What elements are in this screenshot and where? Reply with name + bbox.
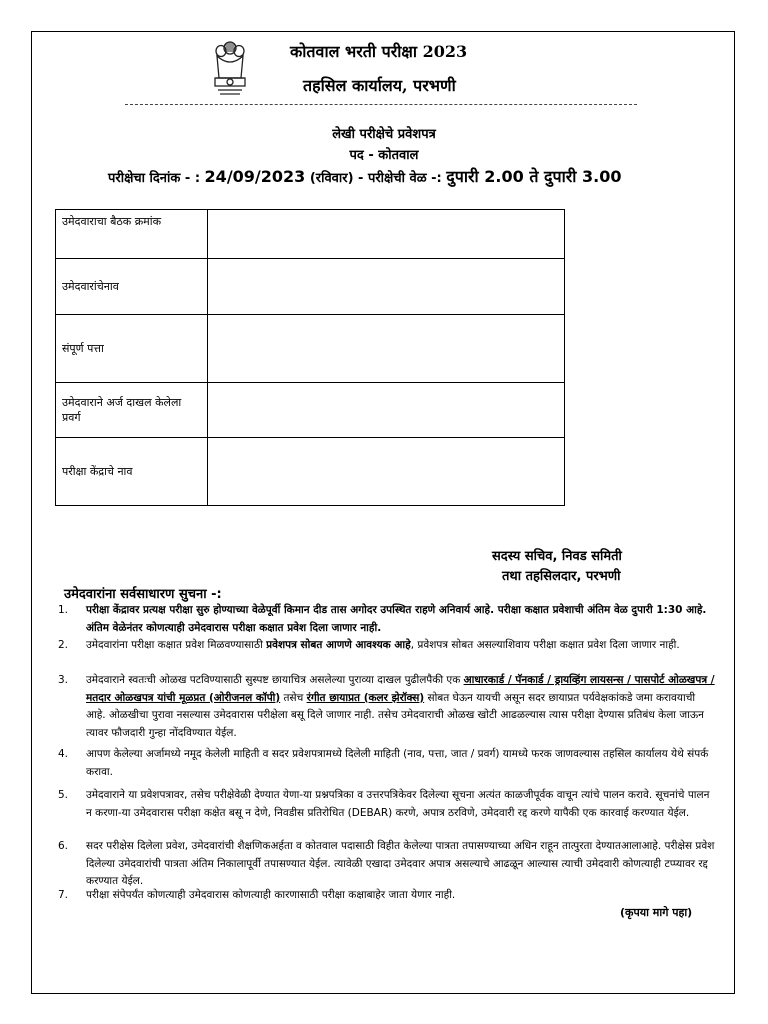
- item-text: [86, 637, 716, 655]
- date-value: 24/09/2023: [204, 167, 306, 186]
- item-text-part: उमेदवारांना परीक्षा कक्षात प्रवेश मिळवण्यासाठी: [86, 639, 267, 651]
- exam-center-value: [208, 438, 565, 506]
- table-row: [56, 259, 565, 315]
- item-number: 4.: [58, 748, 69, 760]
- table-row: [56, 438, 565, 506]
- item-text-part: , प्रवेशपत्र सोबत असल्याशिवाय परीक्षा कक्षात प्रवेश दिला जाणार नाही.: [410, 639, 680, 651]
- time-value: दुपारी 2.00 ते दुपारी 3.00: [446, 167, 622, 186]
- exam-center-label: परीक्षा केंद्राचे नाव: [56, 438, 208, 506]
- exam-title: कोतवाल भरती परीक्षा 2023: [290, 42, 468, 61]
- category-label: उमेदवाराने अर्ज दाखल केलेला प्रवर्ग: [56, 383, 208, 438]
- color-xerox-note: रंगीत छायाप्रत (कलर झेरॉक्स): [306, 691, 425, 704]
- item-text: आपण केलेल्या अर्जामध्ये नमूद केलेली माहिती व सदर प्रवेशपत्रामध्ये दिलेली माहिती (नाव, पत्ता, जात / प्रवर्ग) यामध्ये फरक जाणवल्यास तहसिल कार्यालय येथे संपर्क करावा.: [86, 748, 709, 778]
- id-documents-list: आधारकार्ड / पॅनकार्ड / ड्रायव्हिंग लायसन्स / पासपोर्ट ओळखपत्र / मतदार ओळखपत्र यांची मूळप्रत (ओरीजनल कॉपी): [86, 674, 715, 704]
- post-name: पद - कोतवाल: [349, 148, 419, 163]
- item-text-bold: प्रवेशपत्र सोबत आणणे आवश्यक आहे: [266, 639, 411, 651]
- table-row: [56, 383, 565, 438]
- address-value: [208, 315, 565, 383]
- seat-number-label: उमेदवाराचा बैठक क्रमांक: [56, 210, 208, 259]
- time-label: - परीक्षेची वेळ -:: [353, 171, 447, 186]
- item-text-part: तसेच: [280, 691, 307, 704]
- item-text: [86, 672, 716, 742]
- please-turn-over-note: (कृपया मागे पहा): [620, 906, 693, 919]
- item-number: 5.: [58, 789, 69, 801]
- item-text: सदर परीक्षेस दिलेला प्रवेश, उमेदवारांची शैक्षणिकअर्हता व कोतवाल पदासाठी विहीत केलेल्या पात्रता तपासण्याच्या अधिन राहून तात्पुरता देण्यातआलाआहे. परीक्षेस प्रवेश दिलेल्या उमेदवारांची पात्रता अंतिम निकालापूर्वी तपासण्यात येईल. त्यावेळी एखादा उमेदवार अपात्र असल्याचे आढळून आल्यास त्याची उमेदवारी कोणत्याही टप्प्यावर रद्द करण्यात येईल.: [86, 840, 715, 887]
- item-text: परीक्षा केंद्रावर प्रत्यक्ष परीक्षा सुरु होण्याच्या वेळेपूर्वी किमान दीड तास अगोदर उपस्थित राहणे अनिवार्य आहे. परीक्षा कक्षात प्रवेशाची अंतिम वेळ दुपारी 1:30 आहे. अंतिम वेळेनंतर कोणत्याही उमेदवारास परीक्षा कक्षात प्रवेश दिला जाणार नाही.: [86, 604, 707, 634]
- dashed-divider: [125, 104, 637, 105]
- ashoka-emblem-icon: [208, 38, 252, 102]
- office-name: तहसिल कार्यालय, परभणी: [303, 76, 456, 95]
- item-text: परीक्षा संपेपर्यंत कोणत्याही उमेदवारास कोणत्याही कारणासाठी परीक्षा कक्षाबाहेर जाता येणार नाही.: [86, 889, 456, 901]
- item-number: 7.: [58, 889, 69, 901]
- item-text-part: सोबत घेऊन यायची असून सदर छायाप्रत पर्यवेक्षकांकडे जमा करावयाची आहे. ओळखीचा पुरावा नसल्यास उमेदवारास परीक्षेला बसू दिले जाणार नाही. तसेच उमेदवाराची ओळख खोटी आढळल्यास त्यास परीक्षा देण्यास प्रतिबंध केला जाऊन त्यावर फौजदारी गुन्हा नोंदविण्यात येईल.: [86, 691, 704, 739]
- candidate-info-table: [55, 209, 565, 506]
- exam-date-time: [108, 165, 621, 187]
- table-row: [56, 210, 565, 259]
- signatory-line-2: तथा तहसिलदार, परभणी: [502, 569, 621, 584]
- address-label: संपूर्ण पत्ता: [56, 315, 208, 383]
- item-text: उमेदवाराने या प्रवेशपत्रावर, तसेच परीक्षेवेळी देण्यात येणा-या प्रश्नपत्रिका व उत्तरपत्रिकेवर दिलेल्या सूचना अत्यंत काळजीपूर्वक वाचून त्यांचे पालन करावे. सूचनांचे पालन न करणा-या उमेदवारास परीक्षा कक्षेत बसू न देणे, निवडीस प्रतिरोधित (DEBAR) करणे, अपात्र ठरविणे, उमेदवारी रद्द करणे यापैकी एक कारवाई करण्यात येईल.: [86, 789, 710, 819]
- item-text-part: उमेदवाराने स्वतःची ओळख पटविण्यासाठी सुस्पष्ट छायाचित्र असलेल्या पुराव्या दाखल पुढीलपैकी एक: [86, 674, 464, 686]
- table-row: [56, 315, 565, 383]
- category-value: [208, 383, 565, 438]
- item-number: 1.: [58, 604, 69, 616]
- candidate-name-label: उमेदवारांचेनाव: [56, 259, 208, 315]
- item-number: 2.: [58, 639, 69, 651]
- item-number: 3.: [58, 674, 69, 686]
- signatory-line-1: सदस्य सचिव, निवड समिती: [492, 549, 622, 564]
- date-day: (रविवार): [305, 171, 354, 186]
- instructions-heading: उमेदवारांना सर्वसाधारण सुचना -:: [64, 587, 222, 602]
- seat-number-value: [208, 210, 565, 259]
- date-label: परीक्षेचा दिनांक - :: [108, 171, 205, 186]
- candidate-name-value: [208, 259, 565, 315]
- item-number: 6.: [58, 840, 69, 852]
- document-title: लेखी परीक्षेचे प्रवेशपत्र: [332, 127, 436, 142]
